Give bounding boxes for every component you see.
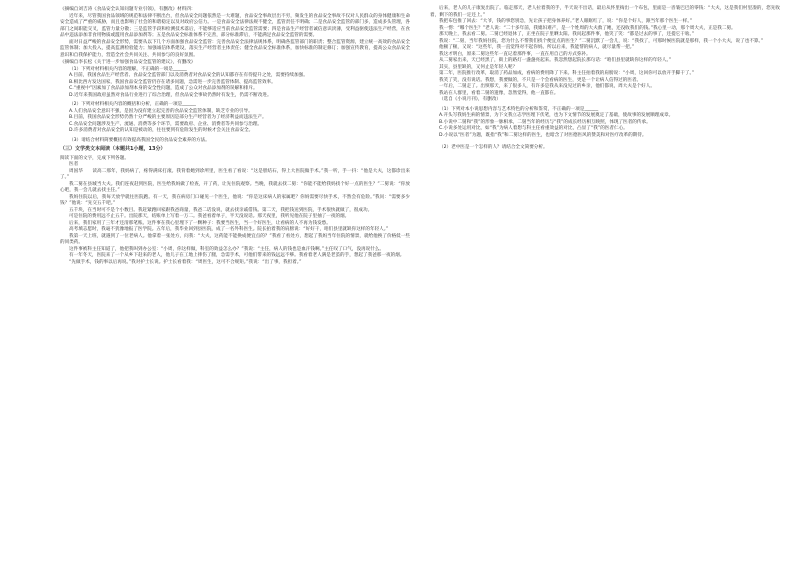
story-paragraph: 我妈住院以后，我每天放学就往医院跑。有一天，我在病房门口碰见一个医生，他说：“你是这床病人的家属吧？你妈需要尽快手术，不然会有危险。”我问：“需要多少钱？”他说：“先交五千吧。” [60, 194, 410, 206]
story-paragraph: 我笑了笑，没有说话。我想，我要做的，不只是一个会看病的医生，更是一个让病人信得过的医者。 [439, 77, 642, 83]
material1-title: 《摘编自刘吉涛《食品安全认知问题专业引领》，有删改》材料四： [60, 7, 196, 12]
question-2-stem: （2）下列对材料相关内容的概括和分析，正确的一项是______ [69, 102, 196, 107]
story-paragraph: 我二舅在县城当大夫。我们连夜赶到医院，医生给我妈做了检查，开了药，让先住院观察。当晚，我就去找二舅：“你能不能给我妈找个好一点的医生？”二舅说：“你放心吧，我一会儿就去找主任。” [60, 181, 410, 193]
left-column [60, 6, 410, 266]
story-paragraph: 高考填志愿时，我毫不犹豫地报了医学院。五年后，我毕业回到县医院，成了一名外科医生。院长拍着我的肩膀说：“好好干，咱们县里就缺你这样的年轻人。” [69, 227, 389, 232]
material2-title: 《摘编自李长松《关于进一步加强食品安全监管的建议》，有删改》 [60, 60, 196, 65]
story-paragraph: 五千块，在当时可不是个小数目。我赶紧跑回家跟我爸商量，我爸二话没说，就去找亲戚借钱。第二天，我把钱送到医院，手术很快就做了，很成功。 [69, 207, 373, 213]
story-paragraph: 这件事被科主任知道了，他把我叫到办公室：“小周，你这样做，科室的效益怎么办？”我说：“主任，病人的钱也是血汗钱啊。”主任叹了口气，没再说什么。 [69, 246, 385, 252]
question-1-stem: （1）下列对材料相关内容的理解，不正确的一项是______ [69, 66, 187, 72]
story-paragraph: 我第一天上班，就遇到了一位老病人。他拿着一张处方，问我：“大夫，这药能不能换成便宜点的？”我看了看处方，想起了我妈当年住院的情景，就给他换了价格低一些的同类药。 [60, 233, 410, 245]
story-paragraph: 我说：“二舅，当年我妈住院，您为什么不帮我们找个便宜点的医生？”二舅沉默了一会儿，说：“我找了，可那时候医院就是那样，我一个小大夫，说了也不算。” [439, 38, 764, 44]
question-1-option-c: C.“重视中”因素加了食品添加剂本身的安全性问题，造成了公众对食品添加剂的误解和排斥。 [69, 86, 258, 91]
story-source: （选自《小说月刊》，有删改） [439, 97, 502, 102]
story-paragraph: 我这才明白，原来二舅这些年一直记着那件事，一直在用自己的方式弥补。 [439, 51, 591, 57]
story-question-1-stem: （1）下列对本小说思想内容与艺术特色的分析和鉴赏，不正确的一项是______ [439, 106, 599, 112]
story-paragraph: 那天晚上，我去看二舅。二舅已经退休了，正坐在院子里晒太阳。我问起那件事，他笑了笑：“都是过去的事了，还提它干啥。” [439, 32, 695, 37]
material1-paragraph-1: 近年来，尽管我国食品领域的规范和法律不断出台，但食品安全问题依然是一大难题，食品安全事故层出不穷，频发生的食品安全事故不仅对人民群众的身体健康和生命安全造成了严重的威胁，而且也影响了社会的和谐稳定以及对政府公信力。一是食品安全法律法规不健全，监管责任不明确；二是食品安全监管的部门多，造成多头管理，各部门之间职能交叉，监管力量分散；三是监管手段和检测技术落后，不能够适应当前食品安全监管需要；四是食品生产经营者诚信意识淡薄，受利益驱使违法生产经营，在食品中违法添加非食用物质或滥用食品添加剂等；五是食品安全标准体系不完善，部分标准滞后，不能满足食品安全监管的需要。 [60, 13, 410, 38]
story-paragraph: 一年后，二舅走了。出殡那天，来了很多人，有许多是我从来没见过的乡亲，他们都说，周大夫是个好人。 [439, 84, 655, 89]
question-2-option-c: C.食品安全问题涉及生产、流通、消费等多个环节，需要政府、企业、消费者等共同参与治理。 [69, 121, 263, 127]
story-title: 医者 [69, 162, 79, 167]
story-paragraph: 第二年，医院推行改革，取消了药品加成，看病的费用降了下来。科主任拍着我的肩膀说：“小周，这回你可以放开手脚干了。” [439, 71, 695, 76]
story-paragraph: 可是住院的费用远不止五千。出院那天，结账单上写着一万二。我爸看着单子，半天没说话。那天夜里，我听见他在院子里抽了一夜的烟。 [69, 214, 350, 219]
story-question-2-stem: （2）老中医是一个怎样的人？请结合全文简要分析。 [439, 145, 548, 150]
question-1-option-b: B.相比西方发达国家，我国食品安全监管仍存在诸多问题，急需进一步完善监管体制、提高监管效率。 [69, 79, 276, 85]
section-heading: （三）文学类文本阅读（本题共1小题，13分） [60, 146, 166, 152]
question-3-stem: （3）请结合材料简要概括有效提高我国全民的食品安全素养的方法。 [69, 137, 210, 143]
story-paragraph: 他顿了顿，又说：“这些年，我一直觉得对不起你妈。所以后来，我能帮的病人，就尽量帮一把。” [439, 45, 635, 50]
story-paragraph: 我一愣：“哪个医生？”老人说：“二十多年前，我媳妇难产，是一个姓周的大夫救了她，还没收我们的钱。”我心里一动，那个周大夫，正是我二舅。 [439, 25, 736, 31]
story-paragraph: 周国华 读高二那年，我妈病了，疼得满床打滚。我背着她到诊所里，医生看了看说：“这是胆结石，得上大医院做手术。”我一听，手一抖：“他是大夫，这都诊出来了。” [60, 168, 410, 180]
story-question-1-option-b: B.小说中二舅和“我”的形象一脉相承，二舅当年的经历与“我”的成长经历相互映照，体现了医者的传承。 [439, 119, 651, 125]
story-paragraph: 从二舅家出来，天已经黑了，街上的路灯一盏盏亮起来。我忽然想起院长那句话：“咱们县里就缺你这样的年轻人。” [439, 58, 672, 63]
right-column [430, 6, 780, 152]
question-2-option-b: B.目前，我国食品安全形势仍然十分严峻的主要原因是部分生产经营者为了经济利益而违法生产。 [69, 115, 267, 120]
story-paragraph: 我把布包推了回去：“大爷，钱的事您别急，先让孩子把身体养好。”老人眼眶红了，说：“你是个好人，跟当年那个医生一样。” [439, 19, 692, 24]
question-1-option-a: A.目前，我国食品生产经营者、食品安全监管部门以及消费者对食品安全的认知都存在有待提升之处，需要持续加强。 [69, 73, 308, 78]
question-2-option-a: A.人们食品安全意识不强，是因为没有建立起完善的食品安全监管体制，缺乏专业的引导。 [69, 108, 253, 114]
story-paragraph: 我站在人群里，看着二舅的遗像，忽然觉得，他一直都在。 [439, 90, 559, 96]
question-2-option-d: D.许多消费者对食品安全的认知是被动的，往往要到有危险发生的时候才会关注食品安全。 [69, 128, 254, 133]
story-paragraph: “先做手术，钱的事以后再说。”我对护士长说。护士长看着我：“周医生，这可不合规矩。”我说：“出了事，我担着。” [69, 259, 302, 265]
story-question-1-option-c: C.小说多处运用对比，如“我”为病人着想与科主任看重效益的对比，凸显了“我”的医者仁心。 [439, 126, 628, 131]
story-question-1-option-a: A.开头写我妈生病的情景，为下文我立志学医埋下伏笔，也为下文情节的发展奠定了基础，使故事的发展顺理成章。 [439, 113, 674, 118]
story-paragraph: 有一年冬天，医院来了一个从乡下赶来的老人，他儿子在工地上摔伤了腿，急需手术，可他们带来的钱远远不够。我看着老人满是老茧的手，想起了我爸那一夜的烟。 [69, 253, 405, 258]
story-paragraph: 其实，县里缺的，又何止是年轻人呢？ [439, 64, 518, 70]
story-paragraph: 后来，我们家用了三年才还清那笔账。这件事在我心里埋下了一颗种子：我要当医生，当一个好医生，让看病的人不再为钱发愁。 [69, 220, 331, 226]
question-1-option-d: D.近年来我国政府虽然对食品行业进行了综合治理，但食品安全事故仍然时有发生，仍需不断改进。 [69, 92, 272, 98]
story-question-1-option-d: D.小说以“医者”为题，既指“我”和二舅这样的医生，也暗含了对医德医风的赞美和对医疗改革的期待。 [439, 132, 647, 138]
material1-paragraph-2: 面对日益严峻的食品安全形势，需要从以下几个方面加强食品安全监管：完善食品安全法律法规体系，明确各监管部门的职责；整合监管资源，建立统一高效的食品安全监管体制；加大投入，提高监测检验能力；加强诚信体系建设，落实生产经营者主体责任；健全食品安全标准体系，加快标准的制定修订；加强宣传教育，提高公众食品安全意识和自我保护能力，营造全社会共同关注、共同参与的良好氛围。 [60, 39, 410, 58]
story-paragraph: 后来，老人的儿子康复出院了。临走那天，老人拉着我的手，半天说不出话，最后从怀里掏出一个布包，里面是一沓皱巴巴的零钱：“大夫，这是我们村里凑的，您先收着，剩下的我们一定还上。” [430, 6, 780, 18]
reading-instruction: 阅读下面的文字，完成下列各题。 [60, 155, 129, 161]
